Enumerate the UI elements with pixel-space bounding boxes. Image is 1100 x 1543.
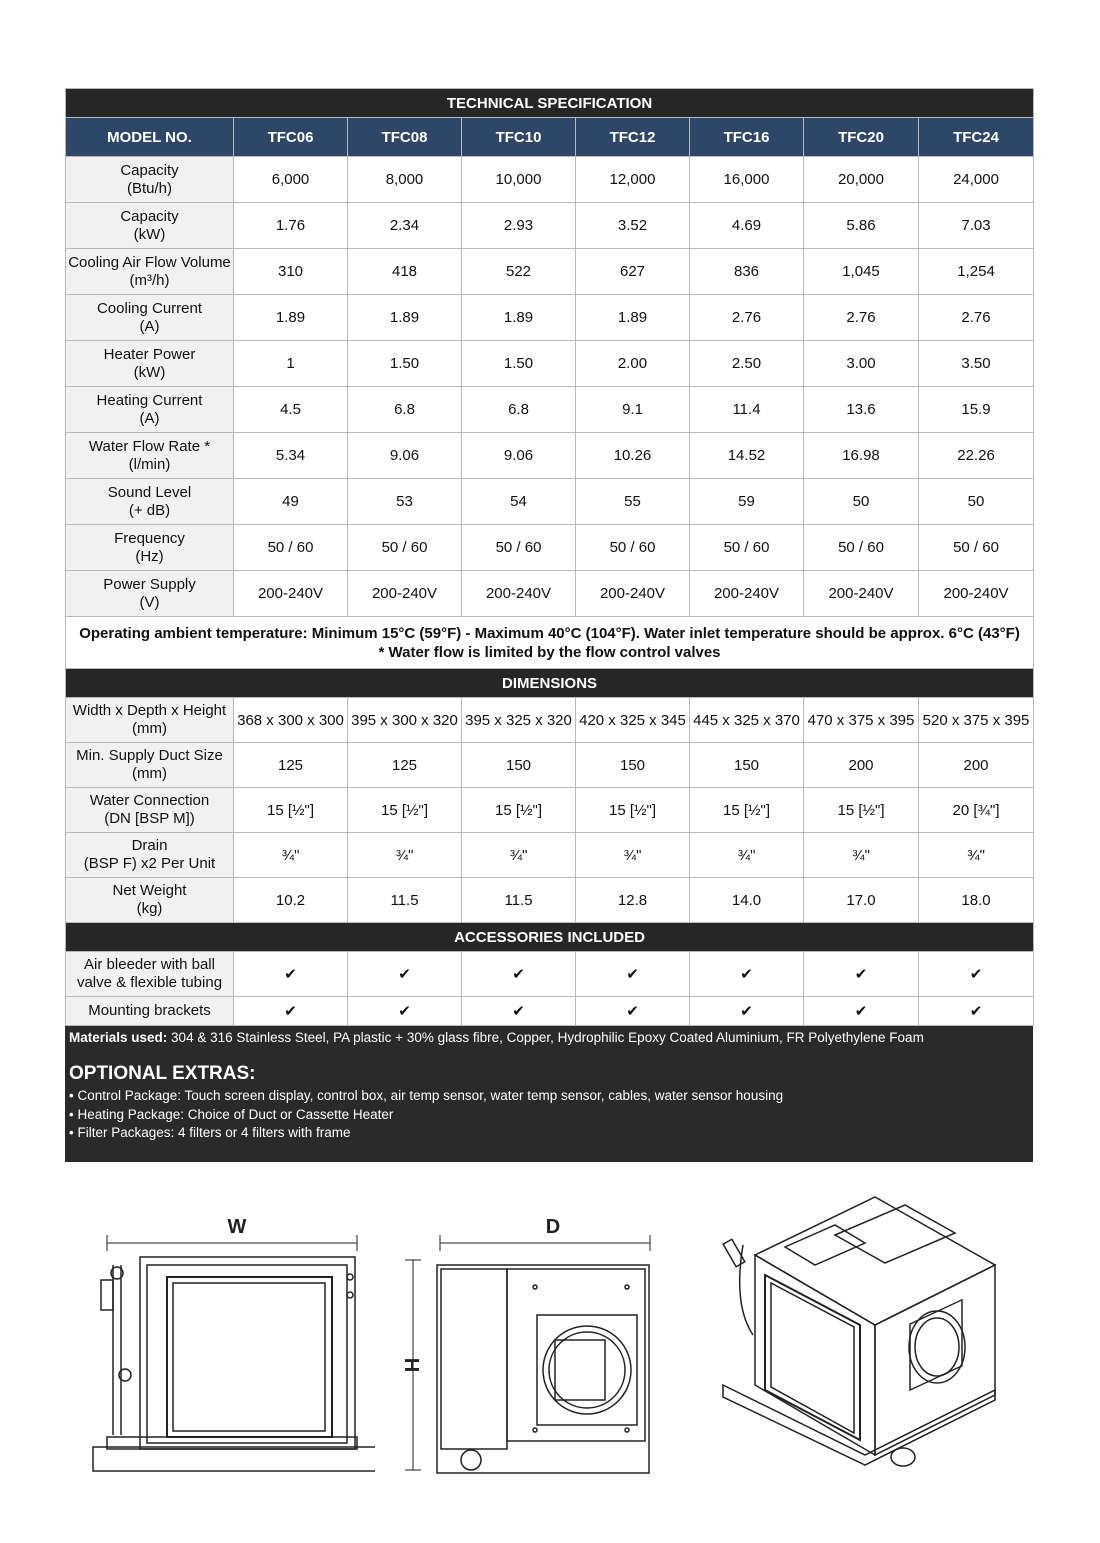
spec-value: 5.34 (234, 433, 348, 479)
dimension-row (66, 878, 1034, 923)
spec-value: 1.76 (234, 203, 348, 249)
dimensions-title-row (66, 669, 1034, 698)
check-icon: ✔ (234, 997, 348, 1026)
accessories-title: ACCESSORIES INCLUDED (66, 923, 1034, 952)
row-label (66, 698, 234, 743)
spec-row (66, 525, 1034, 571)
spec-table (65, 88, 1034, 1026)
isometric-view-drawing (715, 1185, 1025, 1485)
row-label (66, 833, 234, 878)
check-icon: ✔ (804, 952, 919, 997)
spec-sheet (65, 88, 1033, 1162)
check-icon: ✔ (234, 952, 348, 997)
spec-value: 6.8 (348, 387, 462, 433)
spec-value: 200-240V (462, 571, 576, 617)
spec-value: 2.34 (348, 203, 462, 249)
row-label (66, 249, 234, 295)
spec-value: 1.89 (462, 295, 576, 341)
row-label-line2: valve & flexible tubing (76, 974, 223, 991)
dimension-value: 395 x 325 x 320 (462, 698, 576, 743)
spec-row (66, 571, 1034, 617)
row-label-line1: Net Weight (112, 882, 187, 899)
dimension-value: 368 x 300 x 300 (234, 698, 348, 743)
dimension-value: 395 x 300 x 320 (348, 698, 462, 743)
model-header: TFC16 (690, 118, 804, 157)
unit-drawings (0, 1185, 1100, 1485)
dimension-value: 15 [½"] (804, 788, 919, 833)
spec-row (66, 203, 1034, 249)
row-label-line2: (V) (139, 593, 160, 611)
spec-row (66, 387, 1034, 433)
spec-value: 1 (234, 341, 348, 387)
row-label-line2: (+ dB) (128, 501, 171, 519)
dimension-row (66, 833, 1034, 878)
row-label-line1: Width x Depth x Height (72, 702, 227, 719)
spec-value: 7.03 (919, 203, 1034, 249)
row-label-line2: (BSP F) x2 Per Unit (83, 855, 216, 872)
spec-value: 1.50 (462, 341, 576, 387)
spec-value: 50 / 60 (690, 525, 804, 571)
dimension-value: 470 x 375 x 395 (804, 698, 919, 743)
spec-value: 310 (234, 249, 348, 295)
model-header: TFC08 (348, 118, 462, 157)
front-view-drawing (85, 1205, 375, 1495)
materials-panel (65, 1026, 1033, 1162)
dimension-value: 200 (804, 743, 919, 788)
spec-value: 522 (462, 249, 576, 295)
dimension-row (66, 788, 1034, 833)
row-label (66, 157, 234, 203)
row-label-line1: Cooling Current (96, 299, 203, 317)
spec-value: 14.52 (690, 433, 804, 479)
spec-value: 1.89 (576, 295, 690, 341)
row-label-line1: Air bleeder with ball (84, 956, 215, 973)
dimension-value: 20 [¾"] (919, 788, 1034, 833)
dimension-value: 12.8 (576, 878, 690, 923)
spec-value: 2.76 (690, 295, 804, 341)
dimension-value: 11.5 (348, 878, 462, 923)
spec-value: 50 / 60 (348, 525, 462, 571)
row-label-line2: (A) (139, 317, 160, 335)
row-label (66, 479, 234, 525)
model-header-row (66, 118, 1034, 157)
dimension-value: ¾" (234, 833, 348, 878)
spec-value: 200-240V (234, 571, 348, 617)
spec-value: 3.50 (919, 341, 1034, 387)
check-icon: ✔ (462, 997, 576, 1026)
dimension-value: 125 (348, 743, 462, 788)
materials-line (69, 1030, 1029, 1045)
spec-value: 22.26 (919, 433, 1034, 479)
tech-spec-title: TECHNICAL SPECIFICATION (66, 89, 1034, 118)
check-icon: ✔ (690, 997, 804, 1026)
row-label (66, 433, 234, 479)
dimension-value: 15 [½"] (576, 788, 690, 833)
operating-note-line1: Operating ambient temperature: Minimum 15°C (59°F) - Maximum 40°C (104°F). Water inlet temperature should be approx. 6°C (43°F) (79, 624, 1020, 642)
spec-value: 200-240V (690, 571, 804, 617)
dimension-value: 15 [½"] (462, 788, 576, 833)
spec-row (66, 479, 1034, 525)
dimension-value: 15 [½"] (234, 788, 348, 833)
check-icon: ✔ (348, 997, 462, 1026)
model-header: TFC06 (234, 118, 348, 157)
row-label-line1: Drain (131, 837, 168, 854)
materials-text: 304 & 316 Stainless Steel, PA plastic + 30% glass fibre, Copper, Hydrophilic Epoxy Coated Aluminium, FR Polyethylene Foam (167, 1030, 924, 1045)
accessory-row (66, 997, 1034, 1026)
row-label-line2: (m³/h) (129, 271, 170, 289)
row-label (66, 295, 234, 341)
row-label-line1: Frequency (114, 529, 185, 547)
spec-value: 9.06 (462, 433, 576, 479)
dimension-value: ¾" (690, 833, 804, 878)
spec-value: 10.26 (576, 433, 690, 479)
operating-note (66, 617, 1034, 669)
row-label-line1: Power Supply (103, 575, 196, 593)
dimension-value: 15 [½"] (690, 788, 804, 833)
row-label-line2: (l/min) (128, 455, 171, 473)
spec-value: 200-240V (576, 571, 690, 617)
depth-label: D (545, 1216, 561, 1238)
spec-value: 50 (919, 479, 1034, 525)
spec-value: 200-240V (804, 571, 919, 617)
dimension-value: ¾" (804, 833, 919, 878)
spec-value: 50 / 60 (576, 525, 690, 571)
spec-value: 2.76 (804, 295, 919, 341)
row-label (66, 525, 234, 571)
dimension-value: 150 (690, 743, 804, 788)
dimension-value: 520 x 375 x 395 (919, 698, 1034, 743)
spec-value: 4.5 (234, 387, 348, 433)
row-label-line2: (mm) (132, 720, 167, 737)
row-label-line1: Mounting brackets (88, 1002, 211, 1019)
spec-row (66, 249, 1034, 295)
spec-value: 20,000 (804, 157, 919, 203)
model-header: TFC20 (804, 118, 919, 157)
row-label-line1: Water Connection (89, 792, 210, 809)
row-label (66, 878, 234, 923)
dimension-value: 420 x 325 x 345 (576, 698, 690, 743)
row-label-line2: (kg) (136, 900, 163, 917)
optional-extra-item: • Heating Package: Choice of Duct or Cassette Heater (69, 1106, 394, 1122)
dimension-value: ¾" (462, 833, 576, 878)
dimension-value: 150 (576, 743, 690, 788)
row-label-line1: Sound Level (107, 483, 192, 501)
row-label (66, 203, 234, 249)
row-label (66, 387, 234, 433)
row-label-line2: (Btu/h) (126, 179, 172, 197)
row-label-line1: Water Flow Rate * (88, 437, 211, 455)
spec-value: 3.52 (576, 203, 690, 249)
dimension-value: 18.0 (919, 878, 1034, 923)
dimension-row (66, 743, 1034, 788)
spec-value: 50 (804, 479, 919, 525)
check-icon: ✔ (804, 997, 919, 1026)
row-label (66, 788, 234, 833)
dimension-value: 125 (234, 743, 348, 788)
row-label-line1: Min. Supply Duct Size (76, 747, 223, 764)
spec-value: 418 (348, 249, 462, 295)
row-label-line2: (kW) (133, 363, 166, 381)
row-label (66, 952, 234, 997)
spec-value: 4.69 (690, 203, 804, 249)
dimension-value: 10.2 (234, 878, 348, 923)
spec-row (66, 341, 1034, 387)
model-header: TFC12 (576, 118, 690, 157)
spec-value: 5.86 (804, 203, 919, 249)
tech-spec-title-row (66, 89, 1034, 118)
dimension-value: ¾" (919, 833, 1034, 878)
row-label (66, 997, 234, 1026)
row-label-line2: (DN [BSP M]) (104, 810, 195, 827)
dimensions-title: DIMENSIONS (66, 669, 1034, 698)
operating-note-row (66, 617, 1034, 669)
spec-value: 59 (690, 479, 804, 525)
row-label (66, 743, 234, 788)
row-label-line2: (A) (139, 409, 160, 427)
spec-row (66, 157, 1034, 203)
row-label (66, 341, 234, 387)
spec-value: 6,000 (234, 157, 348, 203)
spec-value: 54 (462, 479, 576, 525)
spec-value: 53 (348, 479, 462, 525)
spec-value: 16.98 (804, 433, 919, 479)
spec-value: 8,000 (348, 157, 462, 203)
check-icon: ✔ (690, 952, 804, 997)
spec-value: 627 (576, 249, 690, 295)
optional-extra-item: • Filter Packages: 4 filters or 4 filters with frame (69, 1125, 351, 1140)
optional-extras-title: OPTIONAL EXTRAS: (69, 1063, 256, 1084)
row-label-line2: (kW) (133, 225, 166, 243)
dimension-value: 17.0 (804, 878, 919, 923)
accessories-title-row (66, 923, 1034, 952)
model-header: TFC24 (919, 118, 1034, 157)
dimension-value: ¾" (576, 833, 690, 878)
row-label-line2: (mm) (132, 765, 167, 782)
row-label-line1: Cooling Air Flow Volume (68, 253, 231, 271)
spec-value: 1.50 (348, 341, 462, 387)
spec-value: 12,000 (576, 157, 690, 203)
spec-value: 2.93 (462, 203, 576, 249)
spec-value: 2.00 (576, 341, 690, 387)
dimension-value: 445 x 325 x 370 (690, 698, 804, 743)
spec-value: 9.06 (348, 433, 462, 479)
row-label-line2: (Hz) (135, 547, 164, 565)
row-label-line1: Capacity (120, 207, 179, 225)
spec-value: 15.9 (919, 387, 1034, 433)
width-label: W (227, 1216, 247, 1238)
spec-value: 24,000 (919, 157, 1034, 203)
materials-label: Materials used: (69, 1030, 168, 1045)
spec-value: 50 / 60 (804, 525, 919, 571)
spec-value: 10,000 (462, 157, 576, 203)
row-label (66, 571, 234, 617)
accessory-row (66, 952, 1034, 997)
spec-value: 2.50 (690, 341, 804, 387)
spec-value: 1.89 (234, 295, 348, 341)
spec-value: 200-240V (348, 571, 462, 617)
spec-value: 3.00 (804, 341, 919, 387)
spec-value: 50 / 60 (919, 525, 1034, 571)
height-label: H (400, 1357, 422, 1373)
spec-value: 200-240V (919, 571, 1034, 617)
row-label-line1: Capacity (120, 161, 179, 179)
spec-value: 13.6 (804, 387, 919, 433)
spec-value: 1.89 (348, 295, 462, 341)
spec-value: 50 / 60 (462, 525, 576, 571)
dimension-value: 200 (919, 743, 1034, 788)
spec-value: 55 (576, 479, 690, 525)
spec-value: 16,000 (690, 157, 804, 203)
spec-value: 9.1 (576, 387, 690, 433)
dimension-value: 14.0 (690, 878, 804, 923)
dimension-value: 150 (462, 743, 576, 788)
side-view-drawing (385, 1205, 655, 1495)
spec-row (66, 295, 1034, 341)
dimension-row (66, 698, 1034, 743)
spec-row (66, 433, 1034, 479)
optional-extra-item: • Control Package: Touch screen display, control box, air temp sensor, water temp sensor, cables, water sensor housing (69, 1088, 784, 1103)
check-icon: ✔ (576, 997, 690, 1026)
operating-note-line2: * Water flow is limited by the flow control valves (378, 643, 721, 661)
model-header: TFC10 (462, 118, 576, 157)
dimension-value: 15 [½"] (348, 788, 462, 833)
check-icon: ✔ (462, 952, 576, 997)
check-icon: ✔ (576, 952, 690, 997)
row-label-line1: Heating Current (96, 391, 203, 409)
model-label: MODEL NO. (66, 118, 234, 157)
spec-value: 50 / 60 (234, 525, 348, 571)
spec-value: 2.76 (919, 295, 1034, 341)
spec-value: 1,254 (919, 249, 1034, 295)
dimension-value: ¾" (348, 833, 462, 878)
row-label-line1: Heater Power (103, 345, 196, 363)
check-icon: ✔ (919, 952, 1034, 997)
spec-value: 6.8 (462, 387, 576, 433)
spec-value: 836 (690, 249, 804, 295)
spec-value: 49 (234, 479, 348, 525)
spec-value: 1,045 (804, 249, 919, 295)
dimension-value: 11.5 (462, 878, 576, 923)
check-icon: ✔ (348, 952, 462, 997)
check-icon: ✔ (919, 997, 1034, 1026)
spec-value: 11.4 (690, 387, 804, 433)
